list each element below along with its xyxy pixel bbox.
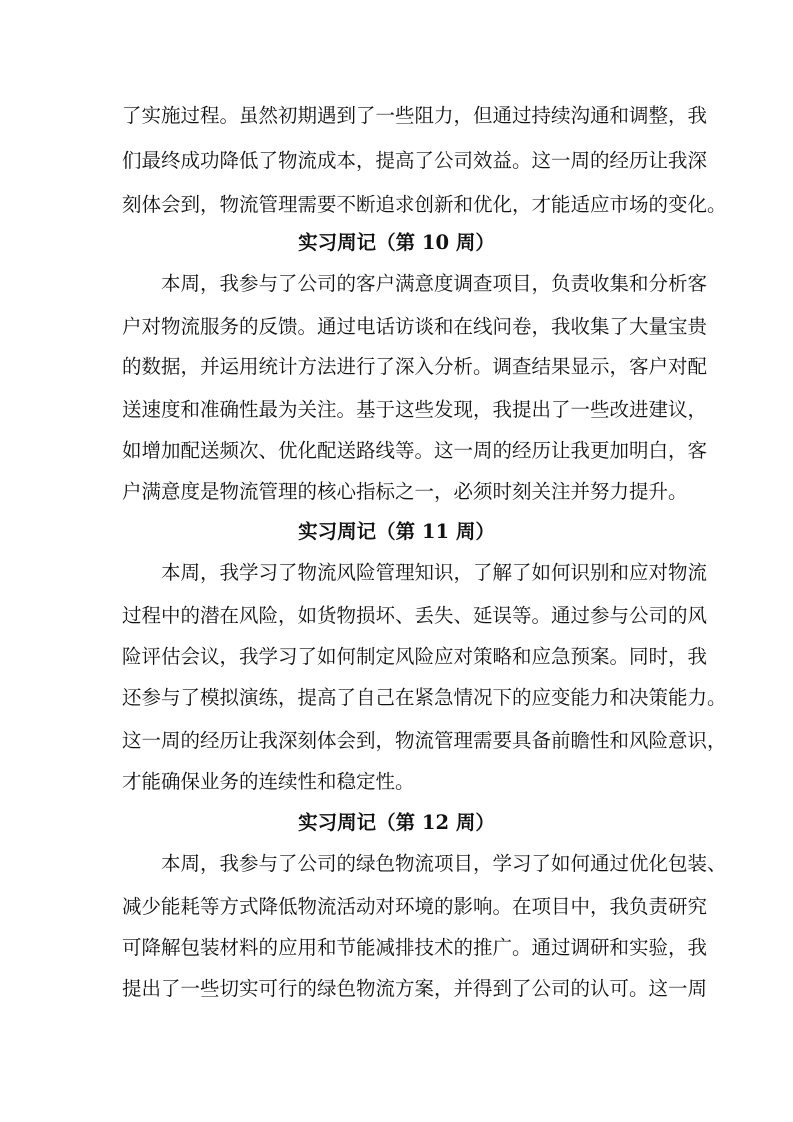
- section-heading: 实习周记（第 11 周）: [298, 520, 495, 543]
- paragraph-line: 这一周的经历让我深刻体会到，物流管理需要具备前瞻性和风险意识，: [122, 729, 727, 752]
- paragraph-line: 可降解包装材料的应用和节能减排技术的推广。通过调研和实验，我: [122, 936, 708, 959]
- paragraph-line: 本周，我参与了公司的绿色物流项目，学习了如何通过优化包装、: [161, 852, 727, 875]
- paragraph-line: 本周，我学习了物流风险管理知识，了解了如何识别和应对物流: [161, 561, 708, 584]
- paragraph-line: 如增加配送频次、优化配送路线等。这一周的经历让我更加明白，客: [122, 439, 708, 462]
- paragraph-line: 户对物流服务的反馈。通过电话访谈和在线问卷，我收集了大量宝贵: [122, 315, 708, 338]
- paragraph-line: 过程中的潜在风险，如货物损坏、丢失、延误等。通过参与公司的风: [122, 604, 708, 627]
- paragraph-line: 提出了一些切实可行的绿色物流方案，并得到了公司的认可。这一周: [122, 977, 708, 1000]
- section-heading: 实习周记（第 10 周）: [298, 231, 495, 254]
- paragraph-line: 户满意度是物流管理的核心指标之一，必须时刻关注并努力提升。: [122, 480, 688, 503]
- paragraph-line: 才能确保业务的连续性和稳定性。: [122, 770, 415, 793]
- paragraph-line: 送速度和准确性最为关注。基于这些发现，我提出了一些改进建议，: [122, 398, 708, 421]
- paragraph-line: 减少能耗等方式降低物流活动对环境的影响。在项目中，我负责研究: [122, 895, 708, 918]
- section-heading: 实习周记（第 12 周）: [298, 811, 495, 834]
- paragraph-line: 还参与了模拟演练，提高了自己在紧急情况下的应变能力和决策能力。: [122, 686, 727, 709]
- paragraph-line: 险评估会议，我学习了如何制定风险应对策略和应急预案。同时，我: [122, 645, 708, 668]
- paragraph-line: 的数据，并运用统计方法进行了深入分析。调查结果显示，客户对配: [122, 355, 708, 378]
- paragraph-line: 了实施过程。虽然初期遇到了一些阻力，但通过持续沟通和调整，我: [122, 104, 708, 127]
- paragraph-line: 本周，我参与了公司的客户满意度调查项目，负责收集和分析客: [161, 272, 708, 295]
- paragraph-line: 刻体会到，物流管理需要不断追求创新和优化，才能适应市场的变化。: [122, 193, 727, 216]
- paragraph-line: 们最终成功降低了物流成本，提高了公司效益。这一周的经历让我深: [122, 149, 708, 172]
